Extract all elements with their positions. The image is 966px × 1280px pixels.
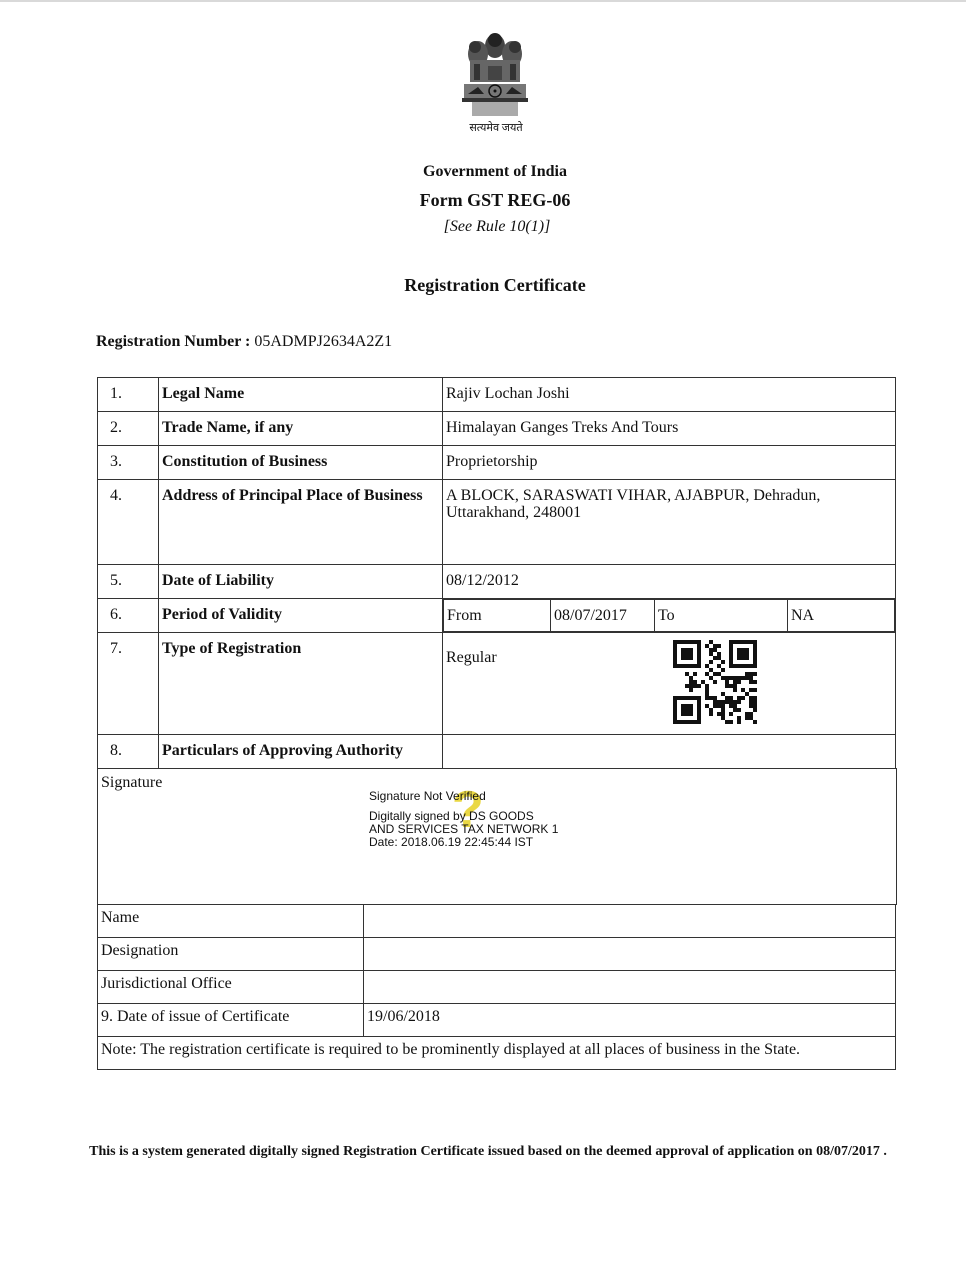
- validity-from-date: 08/07/2017: [551, 600, 655, 632]
- table-row: [98, 971, 896, 1004]
- row-number: 4.: [98, 480, 159, 565]
- row-label: Address of Principal Place of Business: [159, 480, 443, 565]
- row-value: [364, 938, 896, 971]
- signature-status: Signature Not Verified: [369, 789, 486, 803]
- authority-table: [97, 904, 896, 1070]
- certificate-title: Registration Certificate: [404, 275, 586, 295]
- row-value: [364, 905, 896, 938]
- row-label: Particulars of Approving Authority: [159, 735, 443, 769]
- table-row: [98, 633, 896, 735]
- row-label: Legal Name: [159, 378, 443, 412]
- row-value: 19/06/2018: [364, 1004, 896, 1037]
- row-label: Period of Validity: [159, 599, 443, 633]
- validity-cell: [443, 599, 896, 633]
- row-label: Trade Name, if any: [159, 412, 443, 446]
- digital-signature-stamp: [369, 790, 558, 849]
- rule-reference: [See Rule 10(1)]: [443, 218, 551, 235]
- validity-subtable: [443, 599, 895, 632]
- row-value: Rajiv Lochan Joshi: [443, 378, 896, 412]
- row-number: 8.: [98, 735, 159, 769]
- row-number: 5.: [98, 565, 159, 599]
- row-value: Regular: [443, 633, 896, 735]
- validity-to-date: NA: [788, 600, 895, 632]
- row-label: Type of Registration: [159, 633, 443, 735]
- row-value: [364, 971, 896, 1004]
- row-label: Date of Liability: [159, 565, 443, 599]
- signature-label: Signature: [101, 774, 163, 791]
- validity-from-label: From: [444, 600, 551, 632]
- row-label: Designation: [98, 938, 364, 971]
- row-label: 9. Date of issue of Certificate: [98, 1004, 364, 1037]
- row-number: 7.: [98, 633, 159, 735]
- table-row: [98, 905, 896, 938]
- government-heading: Government of India: [423, 163, 567, 180]
- row-label: Jurisdictional Office: [98, 971, 364, 1004]
- table-row: [98, 1037, 896, 1070]
- row-number: 6.: [98, 599, 159, 633]
- signature-signer-cont: AND SERVICES TAX NETWORK 1: [369, 822, 559, 836]
- emblem-motto: सत्यमेव जयते: [469, 122, 523, 134]
- row-value: [443, 735, 896, 769]
- question-mark-icon: ?: [452, 781, 484, 839]
- table-row: [98, 938, 896, 971]
- qr-code-icon: [673, 640, 757, 724]
- footer-statement: This is a system generated digitally signed Registration Certificate issued based on the deemed approval of application on 08/07/2017 .: [89, 1144, 887, 1159]
- row-label: Constitution of Business: [159, 446, 443, 480]
- registration-number-label: Registration Number :: [96, 333, 251, 350]
- table-row: [98, 480, 896, 565]
- table-row: [98, 599, 896, 633]
- row-number: 2.: [98, 412, 159, 446]
- table-row: [98, 378, 896, 412]
- row-value: Himalayan Ganges Treks And Tours: [443, 412, 896, 446]
- row-value: Proprietorship: [443, 446, 896, 480]
- details-table: [97, 377, 896, 769]
- registration-number: [96, 333, 392, 351]
- form-title: Form GST REG-06: [419, 190, 571, 210]
- top-border: [0, 0, 966, 2]
- row-number: 1.: [98, 378, 159, 412]
- ashoka-emblem-icon: [458, 30, 532, 118]
- table-row: [98, 1004, 896, 1037]
- row-value: 08/12/2012: [443, 565, 896, 599]
- row-value: A BLOCK, SARASWATI VIHAR, AJABPUR, Dehradun, Uttarakhand, 248001: [443, 480, 896, 565]
- table-row: [98, 446, 896, 480]
- validity-to-label: To: [655, 600, 788, 632]
- display-note: Note: The registration certificate is required to be prominently displayed at all places of business in the State.: [98, 1037, 896, 1070]
- row-label: Name: [98, 905, 364, 938]
- signature-date: Date: 2018.06.19 22:45:44 IST: [369, 835, 534, 849]
- registration-number-value: 05ADMPJ2634A2Z1: [254, 333, 393, 350]
- table-row: [98, 735, 896, 769]
- table-row: [98, 565, 896, 599]
- row-number: 3.: [98, 446, 159, 480]
- signature-signer: Digitally signed by DS GOODS: [369, 809, 534, 823]
- table-row: [98, 412, 896, 446]
- signature-box: [97, 768, 897, 905]
